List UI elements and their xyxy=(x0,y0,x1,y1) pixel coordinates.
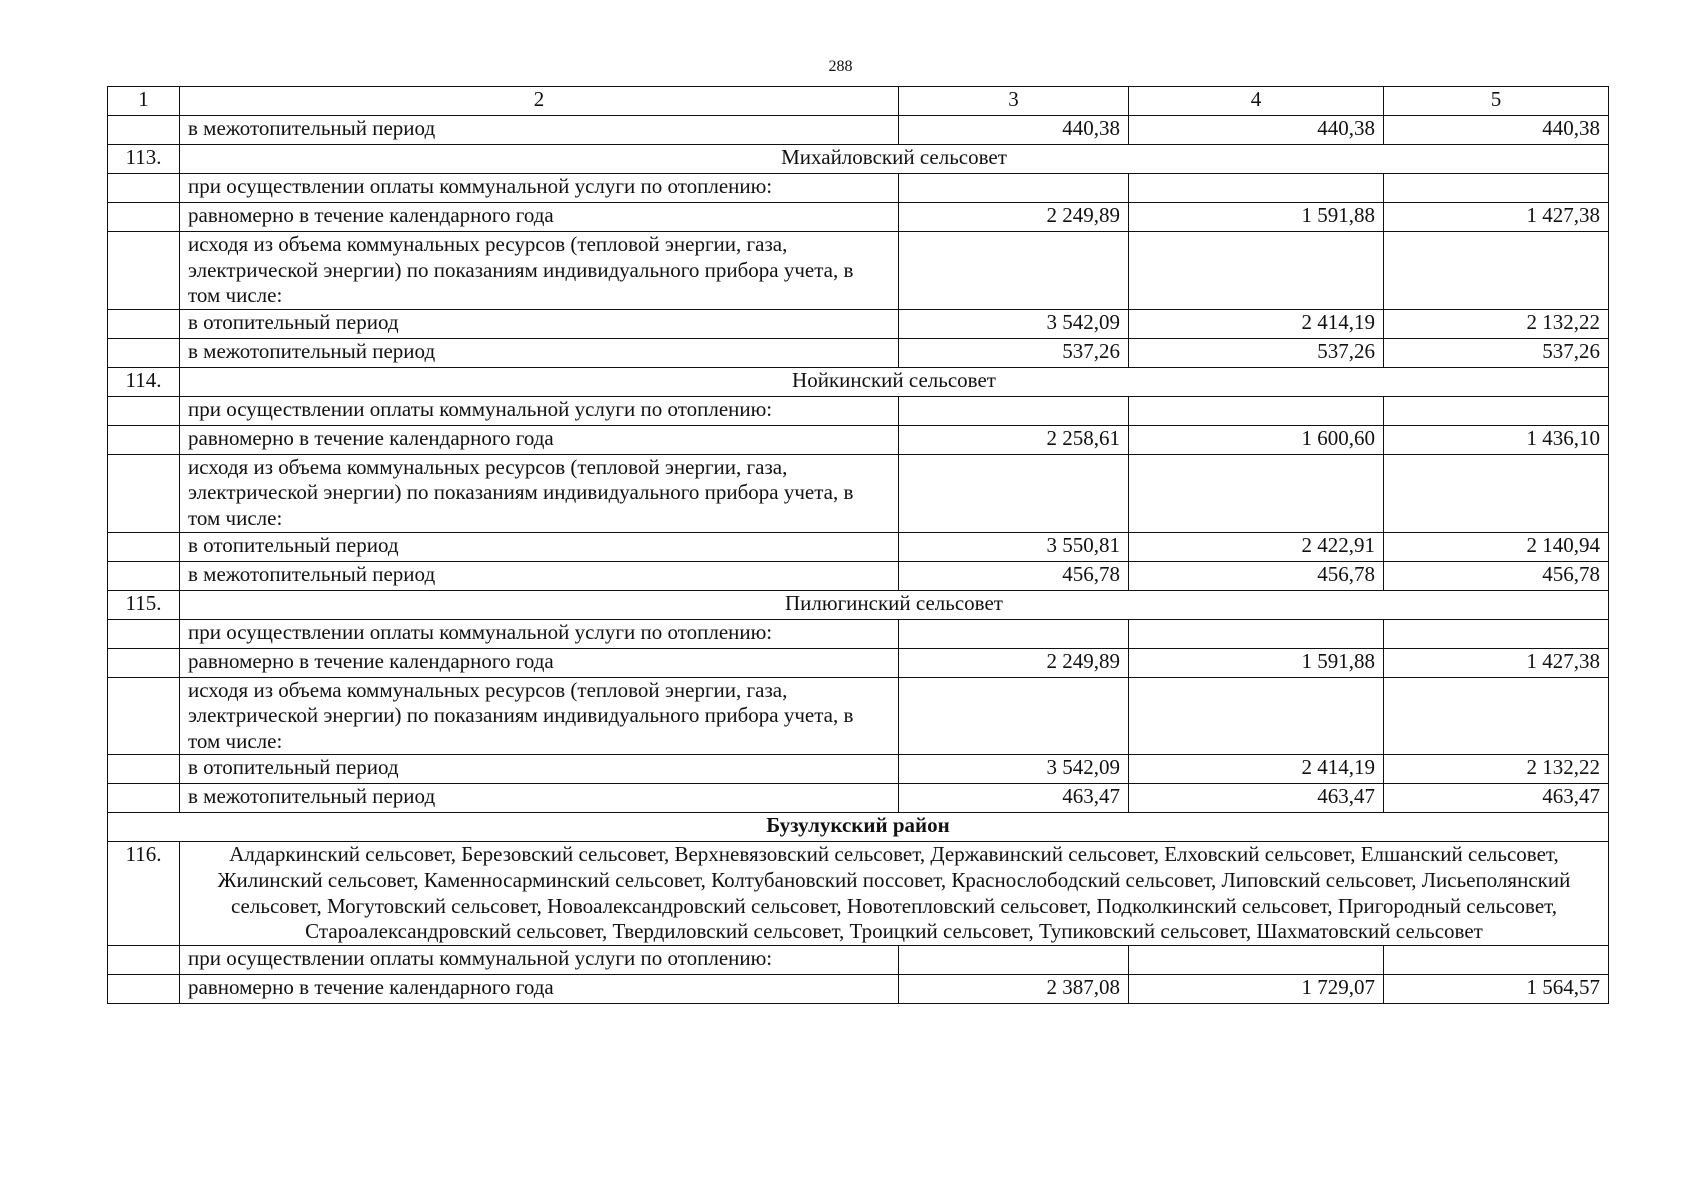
value-col-5: 2 132,22 xyxy=(1384,755,1609,784)
value-col-3 xyxy=(899,174,1129,203)
value-col-4: 537,26 xyxy=(1129,338,1384,367)
table-row xyxy=(108,309,1609,338)
header-cell-2: 2 xyxy=(180,87,899,116)
value-col-4 xyxy=(1129,677,1384,755)
row-label: в межотопительный период xyxy=(180,784,899,813)
value-col-3 xyxy=(899,619,1129,648)
tariff-table xyxy=(107,86,1609,1004)
table-row xyxy=(108,619,1609,648)
value-col-4: 2 414,19 xyxy=(1129,309,1384,338)
section-row xyxy=(108,367,1609,396)
table-row xyxy=(108,784,1609,813)
value-col-4 xyxy=(1129,174,1384,203)
value-col-3: 3 550,81 xyxy=(899,532,1129,561)
value-col-5 xyxy=(1384,454,1609,532)
row-label: равномерно в течение календарного года xyxy=(180,974,899,1003)
value-col-3: 456,78 xyxy=(899,561,1129,590)
value-col-4: 2 422,91 xyxy=(1129,532,1384,561)
row-label: в межотопительный период xyxy=(180,338,899,367)
row-number xyxy=(108,677,180,755)
table-row xyxy=(108,454,1609,532)
value-col-3: 2 249,89 xyxy=(899,203,1129,232)
value-col-3: 2 249,89 xyxy=(899,648,1129,677)
row-label: в отопительный период xyxy=(180,532,899,561)
section-row xyxy=(108,145,1609,174)
table-row xyxy=(108,116,1609,145)
row-number xyxy=(108,396,180,425)
section-number: 113. xyxy=(108,145,180,174)
section-row xyxy=(108,590,1609,619)
row-number xyxy=(108,974,180,1003)
row-label: в межотопительный период xyxy=(180,561,899,590)
row-label: равномерно в течение календарного года xyxy=(180,425,899,454)
row-number xyxy=(108,454,180,532)
value-col-3: 537,26 xyxy=(899,338,1129,367)
table-row xyxy=(108,648,1609,677)
value-col-5: 1 427,38 xyxy=(1384,648,1609,677)
row-label: при осуществлении оплаты коммунальной услуги по отоплению: xyxy=(180,619,899,648)
table-row xyxy=(108,945,1609,974)
row-number xyxy=(108,116,180,145)
header-cell-3: 3 xyxy=(899,87,1129,116)
table-row xyxy=(108,425,1609,454)
value-col-5 xyxy=(1384,396,1609,425)
row-number xyxy=(108,309,180,338)
section-title: Пилюгинский сельсовет xyxy=(180,590,1609,619)
table-row xyxy=(108,174,1609,203)
value-col-5 xyxy=(1384,232,1609,310)
table-row xyxy=(108,532,1609,561)
table-row xyxy=(108,396,1609,425)
row-number xyxy=(108,174,180,203)
header-cell-4: 4 xyxy=(1129,87,1384,116)
row-label: равномерно в течение календарного года xyxy=(180,203,899,232)
value-col-3: 3 542,09 xyxy=(899,755,1129,784)
value-col-3: 440,38 xyxy=(899,116,1129,145)
value-col-3: 2 387,08 xyxy=(899,974,1129,1003)
value-col-5: 2 132,22 xyxy=(1384,309,1609,338)
table-row xyxy=(108,974,1609,1003)
row-label: в отопительный период xyxy=(180,309,899,338)
value-col-5: 1 427,38 xyxy=(1384,203,1609,232)
header-row xyxy=(108,87,1609,116)
section-title: Михайловский сельсовет xyxy=(180,145,1609,174)
value-col-3 xyxy=(899,232,1129,310)
table-row xyxy=(108,755,1609,784)
value-col-3: 463,47 xyxy=(899,784,1129,813)
section-number: 114. xyxy=(108,367,180,396)
row-number xyxy=(108,232,180,310)
value-col-4 xyxy=(1129,945,1384,974)
value-col-5 xyxy=(1384,174,1609,203)
value-col-4: 456,78 xyxy=(1129,561,1384,590)
row-number xyxy=(108,532,180,561)
value-col-5 xyxy=(1384,945,1609,974)
value-col-3: 2 258,61 xyxy=(899,425,1129,454)
region-row xyxy=(108,813,1609,842)
row-number xyxy=(108,425,180,454)
row-number xyxy=(108,561,180,590)
value-col-5: 2 140,94 xyxy=(1384,532,1609,561)
row-number xyxy=(108,338,180,367)
row-number xyxy=(108,203,180,232)
value-col-4 xyxy=(1129,619,1384,648)
row-label: при осуществлении оплаты коммунальной услуги по отоплению: xyxy=(180,396,899,425)
value-col-4: 2 414,19 xyxy=(1129,755,1384,784)
row-label: исходя из объема коммунальных ресурсов (тепловой энергии, газа, электрической энергии) по показаниям индивидуального прибора учета, в том числе: xyxy=(180,454,899,532)
value-col-4: 1 600,60 xyxy=(1129,425,1384,454)
value-col-4: 1 591,88 xyxy=(1129,203,1384,232)
row-number xyxy=(108,755,180,784)
value-col-3 xyxy=(899,454,1129,532)
value-col-4: 463,47 xyxy=(1129,784,1384,813)
value-col-5: 1 436,10 xyxy=(1384,425,1609,454)
value-col-5 xyxy=(1384,677,1609,755)
list-number: 116. xyxy=(108,842,180,945)
value-col-4 xyxy=(1129,232,1384,310)
value-col-4: 1 591,88 xyxy=(1129,648,1384,677)
table-row xyxy=(108,232,1609,310)
value-col-3 xyxy=(899,396,1129,425)
value-col-5: 456,78 xyxy=(1384,561,1609,590)
section-title: Нойкинский сельсовет xyxy=(180,367,1609,396)
row-label: исходя из объема коммунальных ресурсов (тепловой энергии, газа, электрической энергии) по показаниям индивидуального прибора учета, в том числе: xyxy=(180,232,899,310)
value-col-3 xyxy=(899,945,1129,974)
row-label: равномерно в течение календарного года xyxy=(180,648,899,677)
municipality-list: Алдаркинский сельсовет, Березовский сельсовет, Верхневязовский сельсовет, Державинский сельсовет, Елховский сельсовет, Елшанский сельсовет, Жилинский сельсовет, Каменносарминский сельсовет, Колтубановский поссовет, Краснослободский сельсовет, Липовский сельсовет, Лисьеполянский сельсовет, Могутовский сельсовет, Новоалександровский сельсовет, Новотепловский сельсовет, Подколкинский сельсовет, Пригородный сельсовет, Староалександровский сельсовет, Твердиловский сельсовет, Троицкий сельсовет, Тупиковский сельсовет, Шахматовский сельсовет xyxy=(180,842,1609,945)
value-col-5: 537,26 xyxy=(1384,338,1609,367)
row-number xyxy=(108,619,180,648)
row-label: при осуществлении оплаты коммунальной услуги по отоплению: xyxy=(180,945,899,974)
region-title: Бузулукский район xyxy=(108,813,1609,842)
row-label: в отопительный период xyxy=(180,755,899,784)
value-col-5: 463,47 xyxy=(1384,784,1609,813)
page-number: 288 xyxy=(828,58,853,75)
value-col-4 xyxy=(1129,396,1384,425)
value-col-3 xyxy=(899,677,1129,755)
value-col-4: 440,38 xyxy=(1129,116,1384,145)
row-number xyxy=(108,648,180,677)
table-row xyxy=(108,561,1609,590)
value-col-5 xyxy=(1384,619,1609,648)
value-col-4 xyxy=(1129,454,1384,532)
value-col-5: 1 564,57 xyxy=(1384,974,1609,1003)
value-col-5: 440,38 xyxy=(1384,116,1609,145)
list-row xyxy=(108,842,1609,945)
row-number xyxy=(108,784,180,813)
table-row xyxy=(108,677,1609,755)
row-label: при осуществлении оплаты коммунальной услуги по отоплению: xyxy=(180,174,899,203)
row-label: в межотопительный период xyxy=(180,116,899,145)
row-label: исходя из объема коммунальных ресурсов (тепловой энергии, газа, электрической энергии) по показаниям индивидуального прибора учета, в том числе: xyxy=(180,677,899,755)
value-col-4: 1 729,07 xyxy=(1129,974,1384,1003)
tariff-table-body xyxy=(108,87,1609,1004)
value-col-3: 3 542,09 xyxy=(899,309,1129,338)
header-cell-1: 1 xyxy=(108,87,180,116)
section-number: 115. xyxy=(108,590,180,619)
table-row xyxy=(108,338,1609,367)
row-number xyxy=(108,945,180,974)
table-row xyxy=(108,203,1609,232)
header-cell-5: 5 xyxy=(1384,87,1609,116)
